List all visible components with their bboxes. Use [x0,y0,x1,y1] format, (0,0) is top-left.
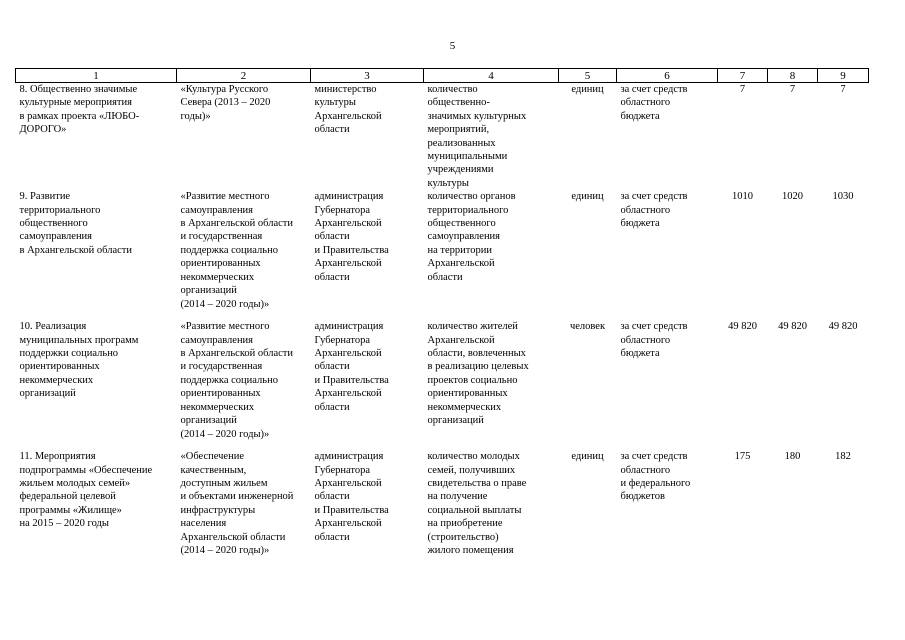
column-number: 5 [559,69,617,83]
value-cell: 7 [840,84,846,95]
executor-cell: администрация Губернатора Архангельской области и Правительства Архангельской области [314,191,389,283]
program-cell: «Обеспечение качественным, доступным жильем и объектами инженерной инфраструктуры населения Архангельской области (2014 – 2020 годы)» [180,451,294,557]
unit-cell: единиц [571,451,604,463]
column-number-row [16,69,869,83]
column-number: 1 [16,69,177,83]
value-cell: 49 820 [728,321,757,333]
indicator-cell: количество общественно- значимых культурных мероприятий, реализованных муниципальными учреждениями культуры [427,84,527,189]
value-cell: 1030 [832,191,854,203]
value-cell: 49 820 [778,321,807,333]
value-cell: 7 [739,84,746,95]
column-number: 9 [818,69,869,83]
table-row [16,450,869,560]
executor-cell: администрация Губернатора Архангельской области и Правительства Архангельской области [314,321,389,413]
program-cell: «Развитие местного самоуправления в Архангельской области и государственная поддержка социально ориентированных некоммерческих организаций (2014 – 2020 годы)» [180,191,293,310]
activity-cell: 9. Развитие территориального общественного самоуправления в Архангельской области [19,191,132,256]
indicators-table [15,68,869,560]
value-cell: 1020 [782,191,803,203]
table-row [16,190,869,320]
program-cell: «Культура Русского Севера (2013 – 2020 годы)» [180,84,271,122]
activity-cell: 10. Реализация муниципальных программ поддержки социально ориентированных некоммерческих организаций [19,321,139,400]
indicator-cell: количество жителей Архангельской области, вовлеченных в реализацию целевых проектов социально ориентированных некоммерческих организаций [427,321,529,427]
value-cell: 7 [789,84,796,95]
column-number: 3 [311,69,424,83]
funding-source-cell: за счет средств областного бюджета [620,84,688,122]
unit-cell: человек [569,321,606,333]
indicator-cell: количество молодых семей, получивших свидетельства о праве на получение социальной выплаты на приобретение (строительство) жилого помещения [427,451,527,557]
executor-cell: министерство культуры Архангельской области [314,84,382,136]
value-cell: 175 [734,451,751,463]
funding-source-cell: за счет средств областного бюджета [620,191,688,230]
funding-source-cell: за счет средств областного и федерального бюджетов [620,451,691,503]
funding-source-cell: за счет средств областного бюджета [620,321,688,360]
column-number: 2 [177,69,311,83]
activity-cell: 8. Общественно значимые культурные мероприятия в рамках проекта «ЛЮБО- ДОРОГО» [19,84,140,136]
unit-cell: единиц [571,84,604,95]
value-cell: 49 820 [828,321,858,333]
program-cell: «Развитие местного самоуправления в Архангельской области и государственная поддержка социально ориентированных некоммерческих организаций (2014 – 2020 годы)» [180,321,293,440]
page-number: 5 [449,40,456,52]
table-row [16,83,869,191]
table-row [16,320,869,450]
indicator-cell: количество органов территориального общественного самоуправления на территории Архангельской области [427,191,516,283]
value-cell: 180 [784,451,801,463]
value-cell: 182 [835,451,851,463]
column-number: 6 [617,69,718,83]
value-cell: 1010 [732,191,753,203]
column-number: 8 [768,69,818,83]
executor-cell: администрация Губернатора Архангельской области и Правительства Архангельской области [314,451,389,543]
column-number: 4 [424,69,559,83]
column-number: 7 [718,69,768,83]
unit-cell: единиц [571,191,604,203]
activity-cell: 11. Мероприятия подпрограммы «Обеспечение жильем молодых семей» федеральной целевой программы «Жилище» на 2015 – 2020 годы [19,451,153,530]
